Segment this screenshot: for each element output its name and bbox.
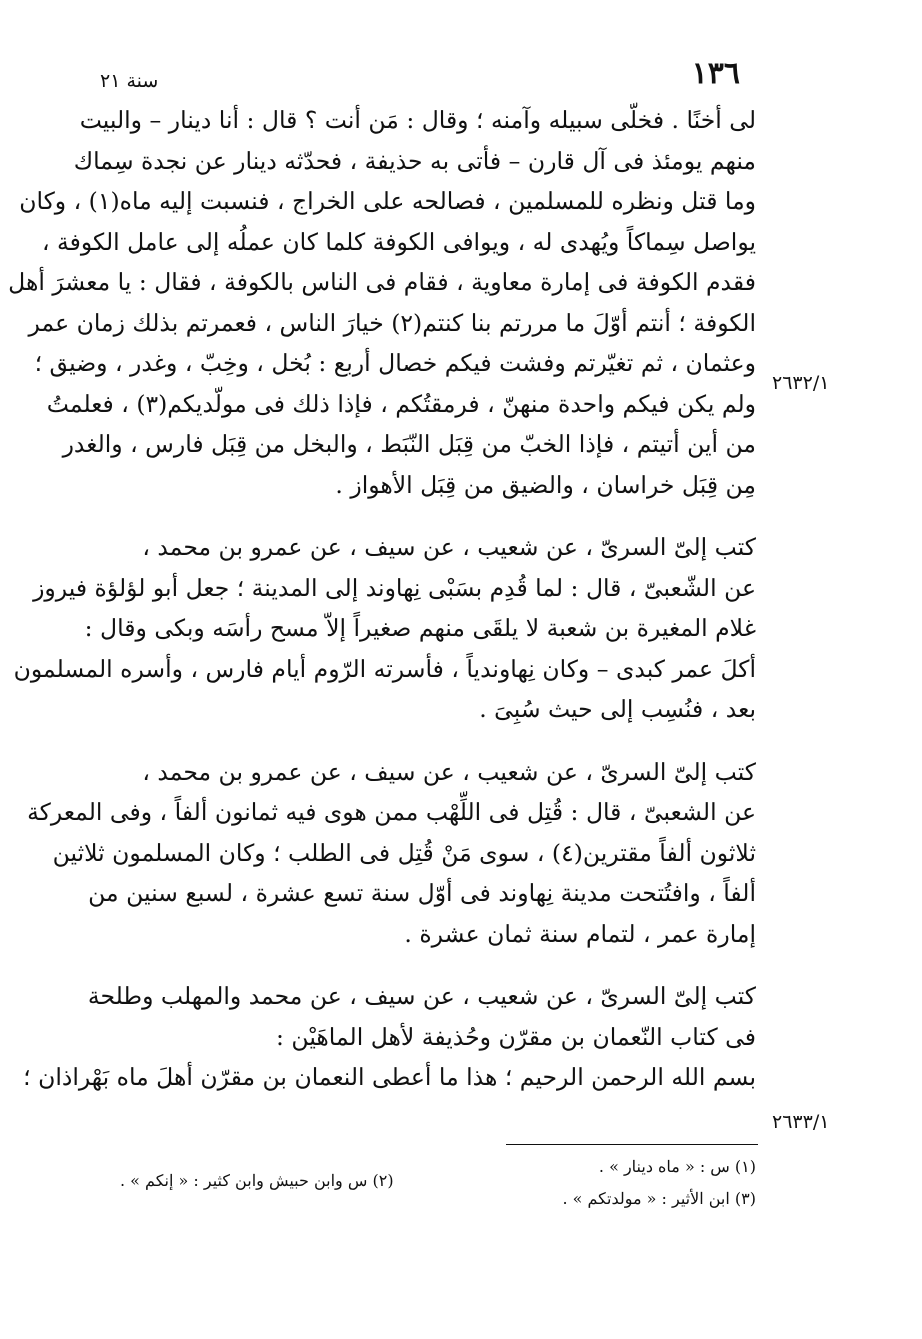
text-line: يواصل سِماكاً ويُهدى له ، ويوافى الكوفة كلما كان عملُه إلى عامل الكوفة ،: [41, 227, 756, 256]
text-line: لى أخنًا . فخلّى سبيله وآمنه ؛ وقال : مَن أنت ؟ قال : أنا دينار – والبيت: [79, 106, 756, 134]
text-line: وما قتل ونظره للمسلمين ، فصالحه على الخراج ، فنسبت إليه ماه(١) ، وكان: [19, 187, 756, 215]
text-line: ألفاً ، وافتُتحت مدينة نِهاوند فى أوّل سنة تسع عشرة ، لسبع سنين من: [88, 879, 756, 907]
paragraph: [27, 752, 756, 955]
text-line: وعثمان ، ثم تغيّرتم وفشت فيكم خصال أربع : بُخل ، وخِبّ ، وغدر ، وضيق ؛: [34, 349, 756, 377]
text-line: بعد ، فنُسِب إلى حيث سُبِىَ .: [479, 695, 756, 723]
paragraph: [8, 100, 756, 505]
page-number: ١٣٦: [691, 56, 740, 91]
paragraph-gap: [100, 505, 756, 527]
text-line: ثلاثون ألفاً مقترين(٤) ، سوى مَنْ قُتِل فى الطلب ؛ وكان المسلمون ثلاثين: [52, 838, 756, 867]
footnote-1: (١) س : « ماه دينار » .: [598, 1157, 756, 1176]
text-line: فى كتاب النّعمان بن مقرّن وحُذيفة لأهل الماهَيْن :: [276, 1022, 756, 1051]
text-line: كتب إلىّ السرىّ ، عن شعيب ، عن سيف ، عن عمرو بن محمد ،: [142, 757, 756, 786]
text-line: الكوفة ؛ أنتم أوّلَ ما مررتم بنا كنتم(٢) خيارَ الناس ، فعمرتم بذلك زمان عمر: [28, 308, 756, 337]
text-line: منهم يومئذ فى آل قارن – فأتى به حذيفة ، فحدّثه دينار عن نجدة سِماك: [73, 146, 756, 175]
text-line: بسم الله الرحمن الرحيم ؛ هذا ما أعطى النعمان بن مقرّن أهلَ ماه بَهْراذان ؛: [23, 1063, 756, 1091]
paragraph: [13, 527, 756, 730]
text-line: فقدم الكوفة فى إمارة معاوية ، فقام فى الناس بالكوفة ، فقال : يا معشرَ أهل: [8, 268, 756, 296]
footnote-2: (٢) س وابن حبيش وابن كثير : « إنكم » .: [120, 1171, 394, 1190]
text-line: عن الشّعبىّ ، قال : لما قُدِم بسَبْى نِهاوند إلى المدينة ؛ جعل أبو لؤلؤة فيروز: [33, 573, 756, 602]
main-text: [8, 100, 756, 1098]
text-line: من أين أتيتم ، فإذا الخبّ من قِبَل النّبَط ، والبخل من قِبَل فارس ، والغدر: [62, 430, 756, 458]
text-line: أكلَ عمر كبدى – وكان نِهاوندياً ، فأسرته الرّوم أيام فارس ، وأسره المسلمون: [13, 654, 756, 683]
paragraph-gap: [100, 730, 756, 752]
footnote-divider: [506, 1144, 758, 1145]
margin-reference: ٢٦٣٢/١: [772, 372, 830, 394]
text-line: مِن قِبَل خراسان ، والضيق من قِبَل الأهواز .: [335, 470, 756, 499]
year-label: سنة ٢١: [100, 70, 159, 92]
running-header: [100, 56, 740, 96]
text-line: إمارة عمر ، لتمام سنة ثمان عشرة .: [404, 919, 756, 948]
text-line: عن الشعبىّ ، قال : قُتِل فى اللِّهْب ممن هوى فيه ثمانون ألفاً ، وفى المعركة: [27, 798, 756, 826]
text-line: كتب إلىّ السرىّ ، عن شعيب ، عن سيف ، عن محمد والمهلب وطلحة: [87, 982, 756, 1010]
text-line: غلام المغيرة بن شعبة لا يلقَى منهم صغيراً إلاّ مسح رأسَه وبكى وقال :: [84, 614, 756, 642]
text-line: كتب إلىّ السرىّ ، عن شعيب ، عن سيف ، عن عمرو بن محمد ،: [142, 533, 756, 561]
footnote-3: (٣) ابن الأثير : « مولدتكم » .: [562, 1189, 756, 1208]
text-line: ولم يكن فيكم واحدة منهنّ ، فرمقتُكم ، فإذا ذلك فى مولّديكم(٣) ، فعلمتُ: [46, 389, 756, 418]
paragraph: [23, 976, 756, 1098]
margin-reference: ٢٦٣٣/١: [772, 1111, 830, 1133]
paragraph-gap: [100, 954, 756, 976]
